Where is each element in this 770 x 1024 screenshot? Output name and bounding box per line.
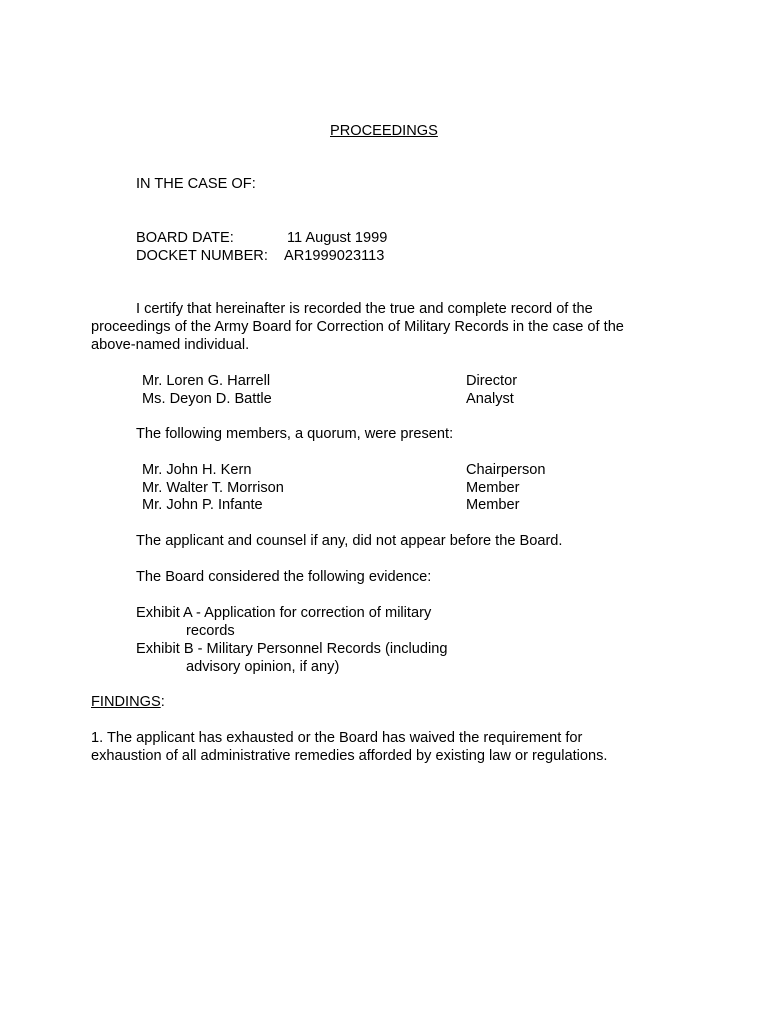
findings-colon: :	[160, 694, 165, 710]
member-name: Mr. Walter T. Morrison	[142, 480, 284, 496]
staff-role: Analyst	[466, 391, 514, 407]
quorum-text: The following members, a quorum, were present:	[136, 426, 454, 442]
docket-number-label: DOCKET NUMBER:	[136, 248, 268, 264]
exhibit-line: records	[186, 623, 235, 639]
board-date-label: BOARD DATE:	[136, 230, 234, 246]
member-role: Member	[466, 480, 520, 496]
certify-line: proceedings of the Army Board for Correction of Military Records in the case of the	[91, 319, 624, 335]
exhibit-line: advisory opinion, if any)	[186, 659, 340, 675]
staff-role: Director	[466, 373, 518, 389]
findings-heading-text: FINDINGS	[91, 694, 161, 710]
certify-line: I certify that hereinafter is recorded the true and complete record of the	[136, 301, 593, 317]
evidence-text: The Board considered the following evidence:	[136, 569, 432, 585]
exhibit-line: Exhibit B - Military Personnel Records (including	[136, 641, 448, 657]
board-date-value: 11 August 1999	[287, 230, 388, 246]
member-name: Mr. John H. Kern	[142, 462, 252, 478]
finding-line: exhaustion of all administrative remedies afforded by existing law or regulations.	[91, 748, 608, 764]
findings-heading	[91, 693, 165, 711]
exhibit-line: Exhibit A - Application for correction of military	[136, 605, 432, 621]
member-role: Chairperson	[466, 462, 546, 478]
finding-line: 1. The applicant has exhausted or the Board has waived the requirement for	[91, 730, 583, 746]
member-role: Member	[466, 497, 520, 513]
case-label: IN THE CASE OF:	[136, 176, 256, 192]
certify-line: above-named individual.	[91, 337, 250, 353]
docket-number-value: AR1999023113	[284, 248, 385, 264]
member-name: Mr. John P. Infante	[142, 497, 263, 513]
appearance-text: The applicant and counsel if any, did not appear before the Board.	[136, 533, 563, 549]
staff-name: Ms. Deyon D. Battle	[142, 391, 272, 407]
staff-name: Mr. Loren G. Harrell	[142, 373, 271, 389]
page-title: PROCEEDINGS	[330, 123, 438, 139]
